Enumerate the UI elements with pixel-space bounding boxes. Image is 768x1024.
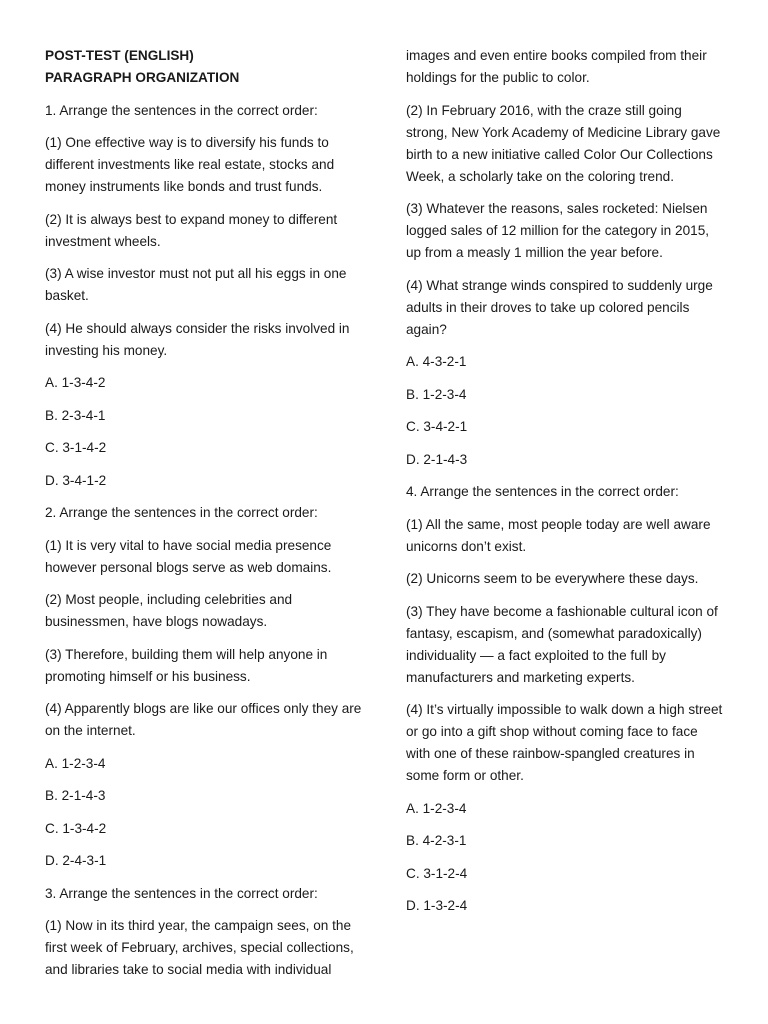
question-4-sentence-2: (2) Unicorns seem to be everywhere these days. <box>406 571 699 586</box>
question-4-option-a: A. 1-2-3-4 <box>406 800 467 816</box>
question-3-option-d: D. 2-1-4-3 <box>406 451 468 467</box>
question-1-option-d: D. 3-4-1-2 <box>45 472 107 488</box>
question-3-start <box>45 883 363 982</box>
question-3-sentence-1: (1) Now in its third year, the campaign sees, on the first week of February, archives, special collections, and libraries take to social media with individual <box>45 918 354 977</box>
question-4 <box>406 481 724 917</box>
document-subtitle: PARAGRAPH ORGANIZATION <box>45 70 240 85</box>
question-3-option-c: C. 3-4-2-1 <box>406 419 468 434</box>
question-3-sentence-1-continued: images and even entire books compiled from their holdings for the public to color. <box>406 48 707 85</box>
question-2-sentence-4: (4) Apparently blogs are like our offices only they are on the internet. <box>45 701 362 738</box>
question-1-sentence-3: (3) A wise investor must not put all his eggs in one basket. <box>45 266 347 303</box>
question-3-sentence-3: (3) Whatever the reasons, sales rocketed: Nielsen logged sales of 12 million for the category in 2015, up from a measly 1 million the year before. <box>406 201 710 260</box>
question-2-sentence-1: (1) It is very vital to have social media presence however personal blogs serve as web domains. <box>45 537 332 575</box>
question-1-sentence-2: (2) It is always best to expand money to different investment wheels. <box>45 211 338 249</box>
question-1-option-c: C. 3-1-4-2 <box>45 440 107 455</box>
question-4-option-c: C. 3-1-2-4 <box>406 865 468 881</box>
question-1-option-a: A. 1-3-4-2 <box>45 375 106 390</box>
question-4-prompt: 4. Arrange the sentences in the correct order: <box>406 484 679 499</box>
question-2-option-a: A. 1-2-3-4 <box>45 755 106 771</box>
question-2 <box>45 502 363 872</box>
question-3-sentence-4: (4) What strange winds conspired to suddenly urge adults in their droves to take up colored pencils again? <box>406 277 713 337</box>
question-2-option-c: C. 1-3-4-2 <box>45 820 107 836</box>
question-3-sentence-2: (2) In February 2016, with the craze still going strong, New York Academy of Medicine Library gave birth to a new initiative called Color Our Collections Week, a scholarly take on the coloring trend. <box>406 102 721 184</box>
left-column <box>45 45 363 992</box>
question-1-sentence-1: (1) One effective way is to diversify his funds to different investments like real estate, stocks and money instruments like bonds and trust funds. <box>45 135 335 194</box>
question-1 <box>45 100 363 492</box>
question-2-prompt: 2. Arrange the sentences in the correct order: <box>45 505 318 520</box>
question-4-option-b: B. 4-2-3-1 <box>406 833 467 848</box>
question-1-prompt: 1. Arrange the sentences in the correct order: <box>45 102 318 118</box>
question-3-option-b: B. 1-2-3-4 <box>406 386 467 402</box>
question-4-sentence-4: (4) It’s virtually impossible to walk down a high street or go into a gift shop without coming face to face with one of these rainbow-spangled creatures in some form or other. <box>406 702 723 783</box>
right-column <box>406 45 724 928</box>
question-3-option-a: A. 4-3-2-1 <box>406 354 467 369</box>
question-1-sentence-4: (4) He should always consider the risks involved in investing his money. <box>45 320 350 358</box>
question-4-sentence-1: (1) All the same, most people today are well aware unicorns don’t exist. <box>406 516 711 554</box>
question-4-sentence-3: (3) They have become a fashionable cultural icon of fantasy, escapism, and (somewhat paradoxically) individuality — a fact exploited to the full by manufacturers and marketing experts. <box>406 603 718 685</box>
question-3-prompt: 3. Arrange the sentences in the correct order: <box>45 885 318 901</box>
document-title: POST-TEST (ENGLISH) <box>45 48 194 63</box>
question-1-option-b: B. 2-3-4-1 <box>45 407 106 423</box>
question-2-sentence-3: (3) Therefore, building them will help anyone in promoting himself or his business. <box>45 646 328 684</box>
question-2-option-d: D. 2-4-3-1 <box>45 853 107 868</box>
question-2-option-b: B. 2-1-4-3 <box>45 788 106 803</box>
question-3-continued <box>406 45 724 471</box>
question-2-sentence-2: (2) Most people, including celebrities and businessmen, have blogs nowadays. <box>45 592 293 629</box>
question-4-option-d: D. 1-3-2-4 <box>406 898 468 913</box>
